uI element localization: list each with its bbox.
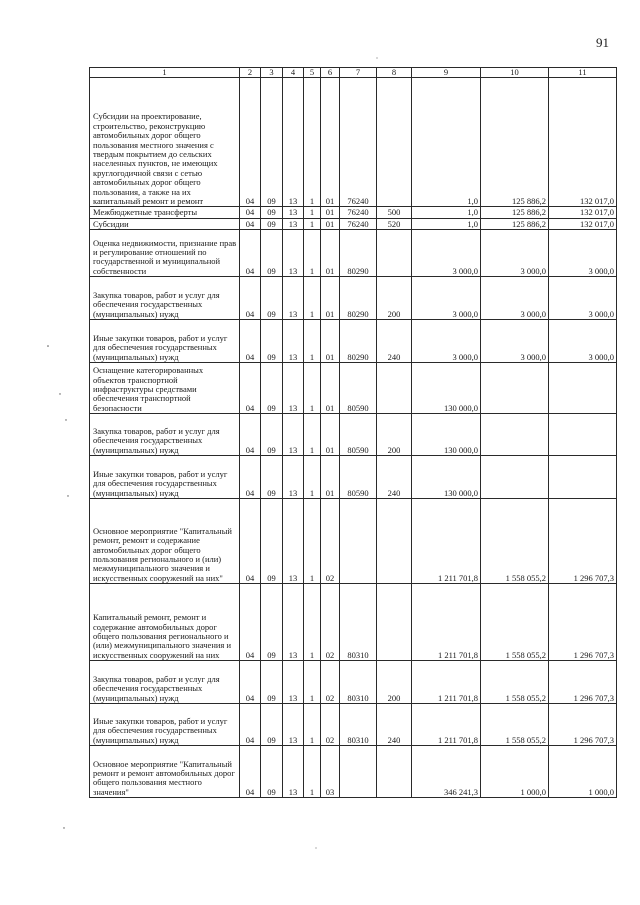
row-code-c2: 04 bbox=[240, 746, 261, 798]
row-name: Оснащение категорированных объектов транспортной инфраструктуры средствами обеспечения транспортной безопасности bbox=[90, 363, 240, 414]
row-code-c2: 04 bbox=[240, 218, 261, 229]
row-code-c8: 240 bbox=[377, 320, 412, 363]
row-name: Субсидии на проектирование, строительство, реконструкцию автомобильных дорог общего пользования местного значения с твердым покрытием до сельских населенных пунктов, не имеющих круглогодичной связи с сетью автомобильных дорог общего пользования, а также на их капитальный ремонт и ремонт bbox=[90, 78, 240, 207]
row-code-c5: 1 bbox=[304, 456, 321, 499]
row-code-c7: 76240 bbox=[340, 78, 377, 207]
row-amount-c10: 1 558 055,2 bbox=[481, 704, 549, 746]
row-amount-c9: 130 000,0 bbox=[412, 456, 481, 499]
row-code-c6: 03 bbox=[321, 746, 340, 798]
row-code-c3: 09 bbox=[261, 746, 283, 798]
row-code-c4: 13 bbox=[283, 456, 304, 499]
row-amount-c9: 130 000,0 bbox=[412, 363, 481, 414]
row-code-c5: 1 bbox=[304, 218, 321, 229]
row-name: Межбюджетные трансферты bbox=[90, 207, 240, 218]
row-name: Закупка товаров, работ и услуг для обеспечения государственных (муниципальных) нужд bbox=[90, 277, 240, 320]
col-header: 2 bbox=[240, 68, 261, 78]
row-code-c3: 09 bbox=[261, 499, 283, 584]
row-amount-c9: 346 241,3 bbox=[412, 746, 481, 798]
row-code-c7: 80290 bbox=[340, 320, 377, 363]
row-code-c2: 04 bbox=[240, 456, 261, 499]
row-code-c3: 09 bbox=[261, 456, 283, 499]
row-code-c2: 04 bbox=[240, 661, 261, 704]
row-code-c5: 1 bbox=[304, 584, 321, 661]
row-code-c3: 09 bbox=[261, 584, 283, 661]
col-header: 1 bbox=[90, 68, 240, 78]
row-code-c6: 01 bbox=[321, 414, 340, 456]
row-code-c3: 09 bbox=[261, 704, 283, 746]
speck bbox=[376, 57, 377, 58]
row-code-c2: 04 bbox=[240, 414, 261, 456]
col-header: 4 bbox=[283, 68, 304, 78]
row-code-c4: 13 bbox=[283, 320, 304, 363]
row-code-c6: 01 bbox=[321, 230, 340, 277]
row-code-c8: 200 bbox=[377, 414, 412, 456]
row-code-c7: 76240 bbox=[340, 218, 377, 229]
row-code-c8: 240 bbox=[377, 456, 412, 499]
row-code-c3: 09 bbox=[261, 277, 283, 320]
row-code-c6: 02 bbox=[321, 704, 340, 746]
row-code-c6: 01 bbox=[321, 207, 340, 218]
row-amount-c11: 3 000,0 bbox=[549, 320, 617, 363]
row-amount-c11: 1 296 707,3 bbox=[549, 499, 617, 584]
row-amount-c11: 132 017,0 bbox=[549, 78, 617, 207]
row-amount-c9: 130 000,0 bbox=[412, 414, 481, 456]
row-amount-c10: 125 886,2 bbox=[481, 207, 549, 218]
col-header: 3 bbox=[261, 68, 283, 78]
row-code-c5: 1 bbox=[304, 230, 321, 277]
speck bbox=[315, 847, 316, 848]
row-code-c7: 80590 bbox=[340, 363, 377, 414]
row-amount-c10: 125 886,2 bbox=[481, 78, 549, 207]
row-code-c4: 13 bbox=[283, 499, 304, 584]
col-header: 8 bbox=[377, 68, 412, 78]
row-amount-c10: 1 558 055,2 bbox=[481, 499, 549, 584]
speck bbox=[63, 827, 64, 828]
speck bbox=[67, 495, 68, 496]
row-amount-c10: 3 000,0 bbox=[481, 320, 549, 363]
row-code-c6: 02 bbox=[321, 499, 340, 584]
row-code-c5: 1 bbox=[304, 363, 321, 414]
row-code-c6: 01 bbox=[321, 320, 340, 363]
row-code-c5: 1 bbox=[304, 661, 321, 704]
row-code-c5: 1 bbox=[304, 414, 321, 456]
row-name: Основное мероприятие "Капитальный ремонт и ремонт автомобильных дорог общего пользования местного значения" bbox=[90, 746, 240, 798]
row-code-c5: 1 bbox=[304, 207, 321, 218]
col-header: 10 bbox=[481, 68, 549, 78]
row-code-c4: 13 bbox=[283, 584, 304, 661]
row-code-c4: 13 bbox=[283, 414, 304, 456]
row-code-c2: 04 bbox=[240, 78, 261, 207]
row-code-c5: 1 bbox=[304, 78, 321, 207]
row-name: Капитальный ремонт, ремонт и содержание автомобильных дорог общего пользования регионального и (или) межмуниципального значения и искусственных сооружений на них bbox=[90, 584, 240, 661]
row-amount-c9: 1 211 701,8 bbox=[412, 584, 481, 661]
col-header: 6 bbox=[321, 68, 340, 78]
row-code-c2: 04 bbox=[240, 207, 261, 218]
row-code-c6: 01 bbox=[321, 218, 340, 229]
row-code-c6: 02 bbox=[321, 661, 340, 704]
row-amount-c10: 3 000,0 bbox=[481, 230, 549, 277]
row-amount-c9: 3 000,0 bbox=[412, 277, 481, 320]
row-code-c6: 01 bbox=[321, 78, 340, 207]
page-number: 91 bbox=[596, 35, 609, 50]
row-code-c2: 04 bbox=[240, 704, 261, 746]
row-code-c3: 09 bbox=[261, 320, 283, 363]
row-code-c3: 09 bbox=[261, 78, 283, 207]
row-amount-c9: 1,0 bbox=[412, 218, 481, 229]
row-code-c2: 04 bbox=[240, 320, 261, 363]
row-amount-c10: 1 000,0 bbox=[481, 746, 549, 798]
row-amount-c9: 1,0 bbox=[412, 78, 481, 207]
col-header: 7 bbox=[340, 68, 377, 78]
row-code-c3: 09 bbox=[261, 207, 283, 218]
row-name: Закупка товаров, работ и услуг для обеспечения государственных (муниципальных) нужд bbox=[90, 414, 240, 456]
row-amount-c11: 1 296 707,3 bbox=[549, 704, 617, 746]
row-code-c4: 13 bbox=[283, 363, 304, 414]
row-code-c7: 80310 bbox=[340, 661, 377, 704]
row-code-c7: 80590 bbox=[340, 456, 377, 499]
row-code-c4: 13 bbox=[283, 746, 304, 798]
row-code-c6: 01 bbox=[321, 363, 340, 414]
row-code-c3: 09 bbox=[261, 230, 283, 277]
row-code-c8: 240 bbox=[377, 704, 412, 746]
row-code-c8: 200 bbox=[377, 277, 412, 320]
row-code-c4: 13 bbox=[283, 78, 304, 207]
row-amount-c11: 1 000,0 bbox=[549, 746, 617, 798]
row-code-c6: 01 bbox=[321, 277, 340, 320]
row-code-c7: 80310 bbox=[340, 584, 377, 661]
row-code-c4: 13 bbox=[283, 207, 304, 218]
row-code-c7: 80290 bbox=[340, 277, 377, 320]
row-code-c2: 04 bbox=[240, 277, 261, 320]
speck bbox=[47, 345, 49, 347]
row-code-c7: 80310 bbox=[340, 704, 377, 746]
row-code-c2: 04 bbox=[240, 499, 261, 584]
row-amount-c11: 132 017,0 bbox=[549, 207, 617, 218]
col-header: 9 bbox=[412, 68, 481, 78]
row-amount-c9: 3 000,0 bbox=[412, 230, 481, 277]
row-code-c8: 500 bbox=[377, 207, 412, 218]
row-name: Закупка товаров, работ и услуг для обеспечения государственных (муниципальных) нужд bbox=[90, 661, 240, 704]
row-code-c3: 09 bbox=[261, 661, 283, 704]
row-amount-c9: 3 000,0 bbox=[412, 320, 481, 363]
col-header: 5 bbox=[304, 68, 321, 78]
row-code-c2: 04 bbox=[240, 363, 261, 414]
row-code-c4: 13 bbox=[283, 218, 304, 229]
row-amount-c9: 1 211 701,8 bbox=[412, 661, 481, 704]
row-amount-c11: 132 017,0 bbox=[549, 218, 617, 229]
row-code-c4: 13 bbox=[283, 230, 304, 277]
row-amount-c10: 3 000,0 bbox=[481, 277, 549, 320]
row-name: Субсидии bbox=[90, 218, 240, 229]
row-code-c5: 1 bbox=[304, 320, 321, 363]
row-name: Иные закупки товаров, работ и услуг для обеспечения государственных (муниципальных) нужд bbox=[90, 704, 240, 746]
row-amount-c9: 1 211 701,8 bbox=[412, 499, 481, 584]
row-amount-c9: 1,0 bbox=[412, 207, 481, 218]
row-code-c6: 02 bbox=[321, 584, 340, 661]
row-amount-c10: 1 558 055,2 bbox=[481, 661, 549, 704]
speck bbox=[59, 393, 60, 394]
row-code-c3: 09 bbox=[261, 414, 283, 456]
row-name: Основное мероприятие "Капитальный ремонт, ремонт и содержание автомобильных дорог общего пользования регионального и (или) межмуниципального значения и искусственных сооружений на них" bbox=[90, 499, 240, 584]
speck bbox=[65, 419, 66, 420]
row-amount-c11: 1 296 707,3 bbox=[549, 584, 617, 661]
row-code-c7: 80590 bbox=[340, 414, 377, 456]
row-code-c4: 13 bbox=[283, 277, 304, 320]
row-code-c5: 1 bbox=[304, 499, 321, 584]
row-code-c2: 04 bbox=[240, 584, 261, 661]
row-amount-c11: 3 000,0 bbox=[549, 230, 617, 277]
row-name: Иные закупки товаров, работ и услуг для обеспечения государственных (муниципальных) нужд bbox=[90, 320, 240, 363]
row-code-c5: 1 bbox=[304, 277, 321, 320]
row-amount-c11: 3 000,0 bbox=[549, 277, 617, 320]
row-code-c8: 520 bbox=[377, 218, 412, 229]
row-code-c7: 76240 bbox=[340, 207, 377, 218]
row-code-c7: 80290 bbox=[340, 230, 377, 277]
row-code-c2: 04 bbox=[240, 230, 261, 277]
row-code-c6: 01 bbox=[321, 456, 340, 499]
row-name: Иные закупки товаров, работ и услуг для обеспечения государственных (муниципальных) нужд bbox=[90, 456, 240, 499]
row-code-c3: 09 bbox=[261, 363, 283, 414]
row-code-c5: 1 bbox=[304, 704, 321, 746]
row-amount-c10: 1 558 055,2 bbox=[481, 584, 549, 661]
row-code-c4: 13 bbox=[283, 704, 304, 746]
row-amount-c10: 125 886,2 bbox=[481, 218, 549, 229]
row-amount-c11: 1 296 707,3 bbox=[549, 661, 617, 704]
row-amount-c9: 1 211 701,8 bbox=[412, 704, 481, 746]
row-name: Оценка недвижимости, признание прав и регулирование отношений по государственной и муниципальной собственности bbox=[90, 230, 240, 277]
col-header: 11 bbox=[549, 68, 617, 78]
row-code-c5: 1 bbox=[304, 746, 321, 798]
row-code-c4: 13 bbox=[283, 661, 304, 704]
row-code-c3: 09 bbox=[261, 218, 283, 229]
row-code-c8: 200 bbox=[377, 661, 412, 704]
